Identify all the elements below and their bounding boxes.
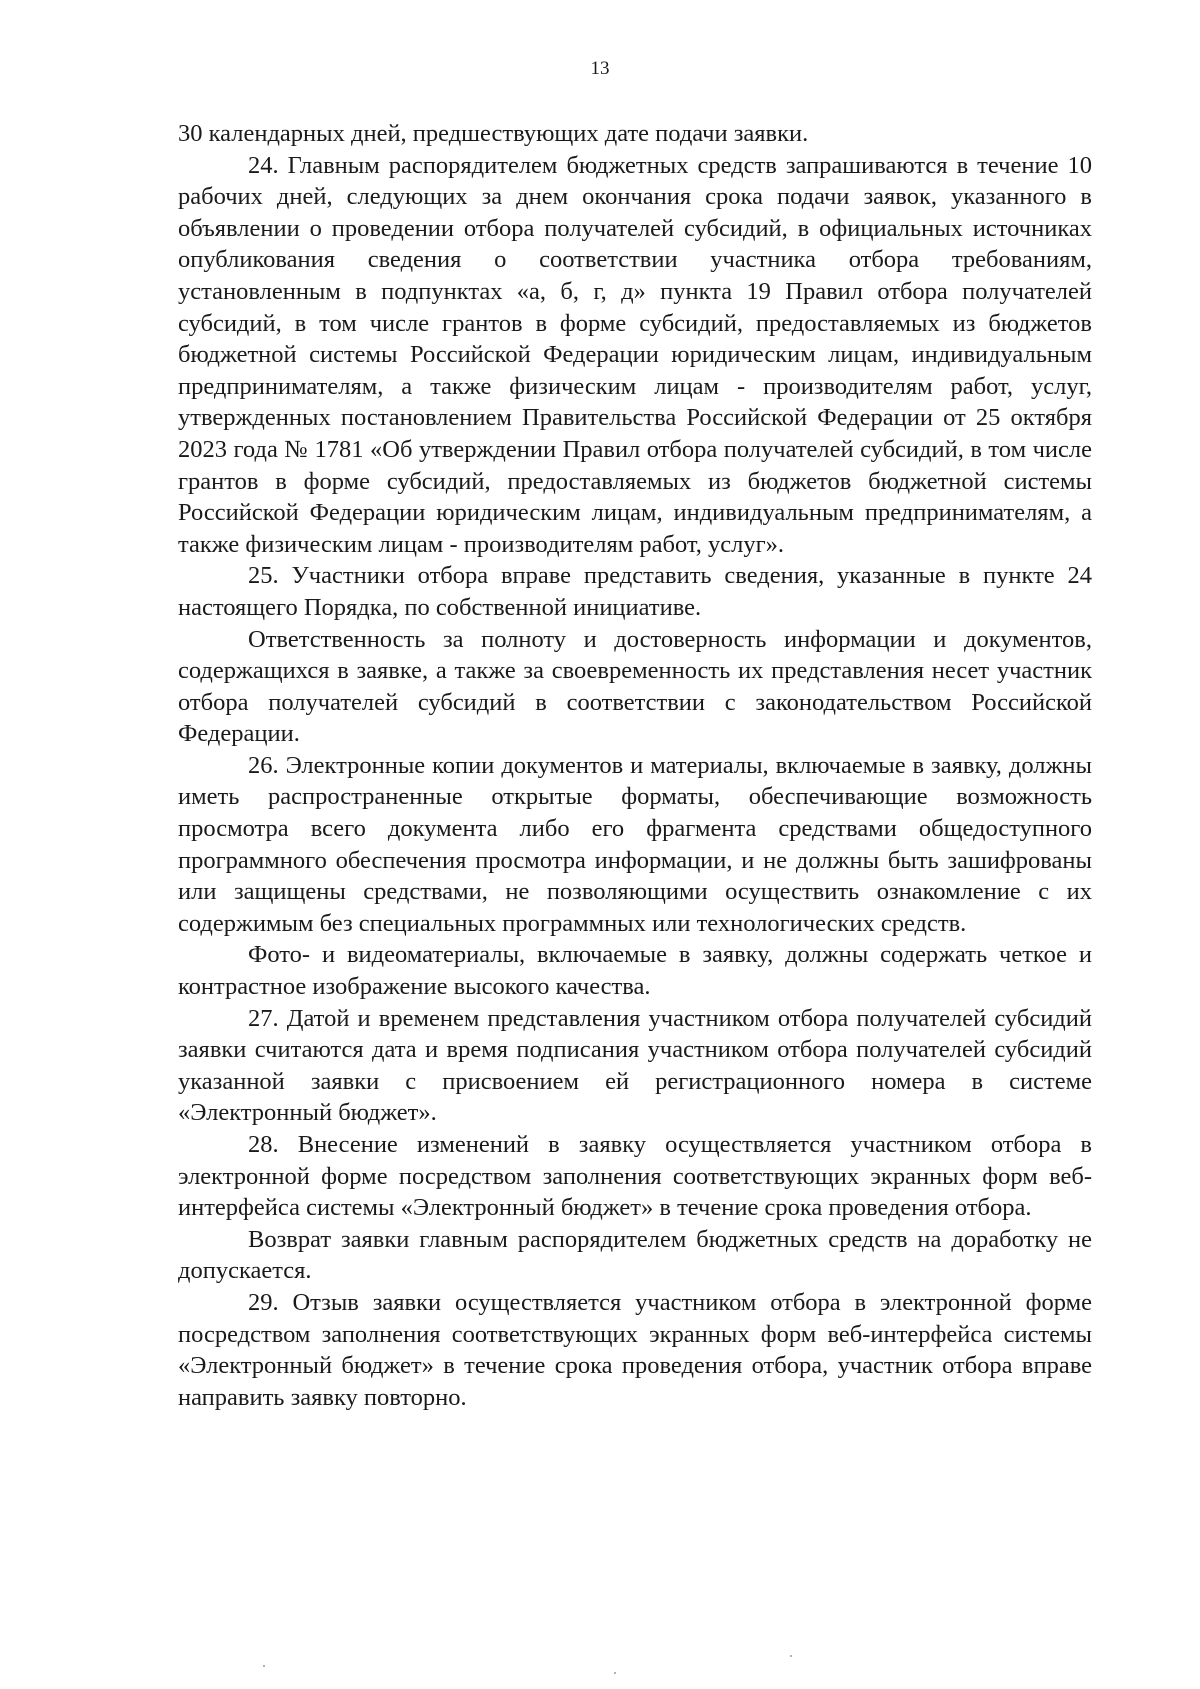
paragraph-item-28: 28. Внесение изменений в заявку осуществляется участником отбора в электронной форме посредством заполнения соответствующих экранных форм веб-интерфейса системы «Электронный бюджет» в течение срока проведения отбора. bbox=[178, 1131, 1092, 1222]
scan-speck bbox=[790, 1655, 792, 1657]
paragraph-return: Возврат заявки главным распорядителем бюджетных средств на доработку не допускается. bbox=[178, 1225, 1092, 1285]
scan-speck bbox=[263, 1665, 265, 1667]
paragraph-photo-video: Фото- и видеоматериалы, включаемые в заявку, должны содержать четкое и контрастное изображение высокого качества. bbox=[178, 941, 1092, 1001]
paragraph-item-26: 26. Электронные копии документов и материалы, включаемые в заявку, должны иметь распространенные открытые форматы, обеспечивающие возможность просмотра всего документа либо его фрагмента средствами общедоступного программного обеспечения просмотра информации, и не должны быть зашифрованы или защищены средствами, не позволяющими осуществить ознакомление с их содержимым без специальных программных или технологических средств. bbox=[178, 751, 1092, 937]
paragraph-item-25: 25. Участники отбора вправе представить сведения, указанные в пункте 24 настоящего Порядка, по собственной инициативе. bbox=[178, 562, 1092, 621]
paragraph-item-24: 24. Главным распорядителем бюджетных средств запрашиваются в течение 10 рабочих дней, следующих за днем окончания срока подачи заявок, указанного в объявлении о проведении отбора получателей субсидий, в официальных источниках опубликования сведения о соответствии участника отбора требованиям, установленным в подпунктах «а, б, г, д» пункта 19 Правил отбора получателей субсидий, в том числе грантов в форме субсидий, предоставляемых из бюджетов бюджетной системы Российской Федерации юридическим лицам, индивидуальным предпринимателям, а также физическим лицам - производителям работ, услуг, утвержденных постановлением Правительства Российской Федерации от 25 октября 2023 года № 1781 «Об утверждении Правил отбора получателей субсидий, в том числе грантов в форме субсидий, предоставляемых из бюджетов бюджетной системы Российской Федерации юридическим лицам, индивидуальным предпринимателям, а также физическим лицам - производителям работ, услуг». bbox=[178, 151, 1092, 558]
paragraph-continuation: 30 календарных дней, предшествующих дате подачи заявки. bbox=[178, 120, 809, 147]
paragraph-item-27: 27. Датой и временем представления участником отбора получателей субсидий заявки считаются дата и время подписания участником отбора получателей субсидий указанной заявки с присвоением ей регистрационного номера в системе «Электронный бюджет». bbox=[178, 1004, 1092, 1127]
paragraph-responsibility: Ответственность за полноту и достоверность информации и документов, содержащихся в заявке, а также за своевременность их представления несет участник отбора получателей субсидий в соответствии с законодательством Российской Федерации. bbox=[178, 625, 1092, 748]
paragraph-item-29: 29. Отзыв заявки осуществляется участником отбора в электронной форме посредством заполнения соответствующих экранных форм веб-интерфейса системы «Электронный бюджет» в течение срока проведения отбора, участник отбора вправе направить заявку повторно. bbox=[178, 1288, 1092, 1411]
page-number: 13 bbox=[590, 58, 610, 79]
document-body bbox=[178, 118, 1092, 1413]
scan-speck bbox=[614, 1672, 616, 1674]
